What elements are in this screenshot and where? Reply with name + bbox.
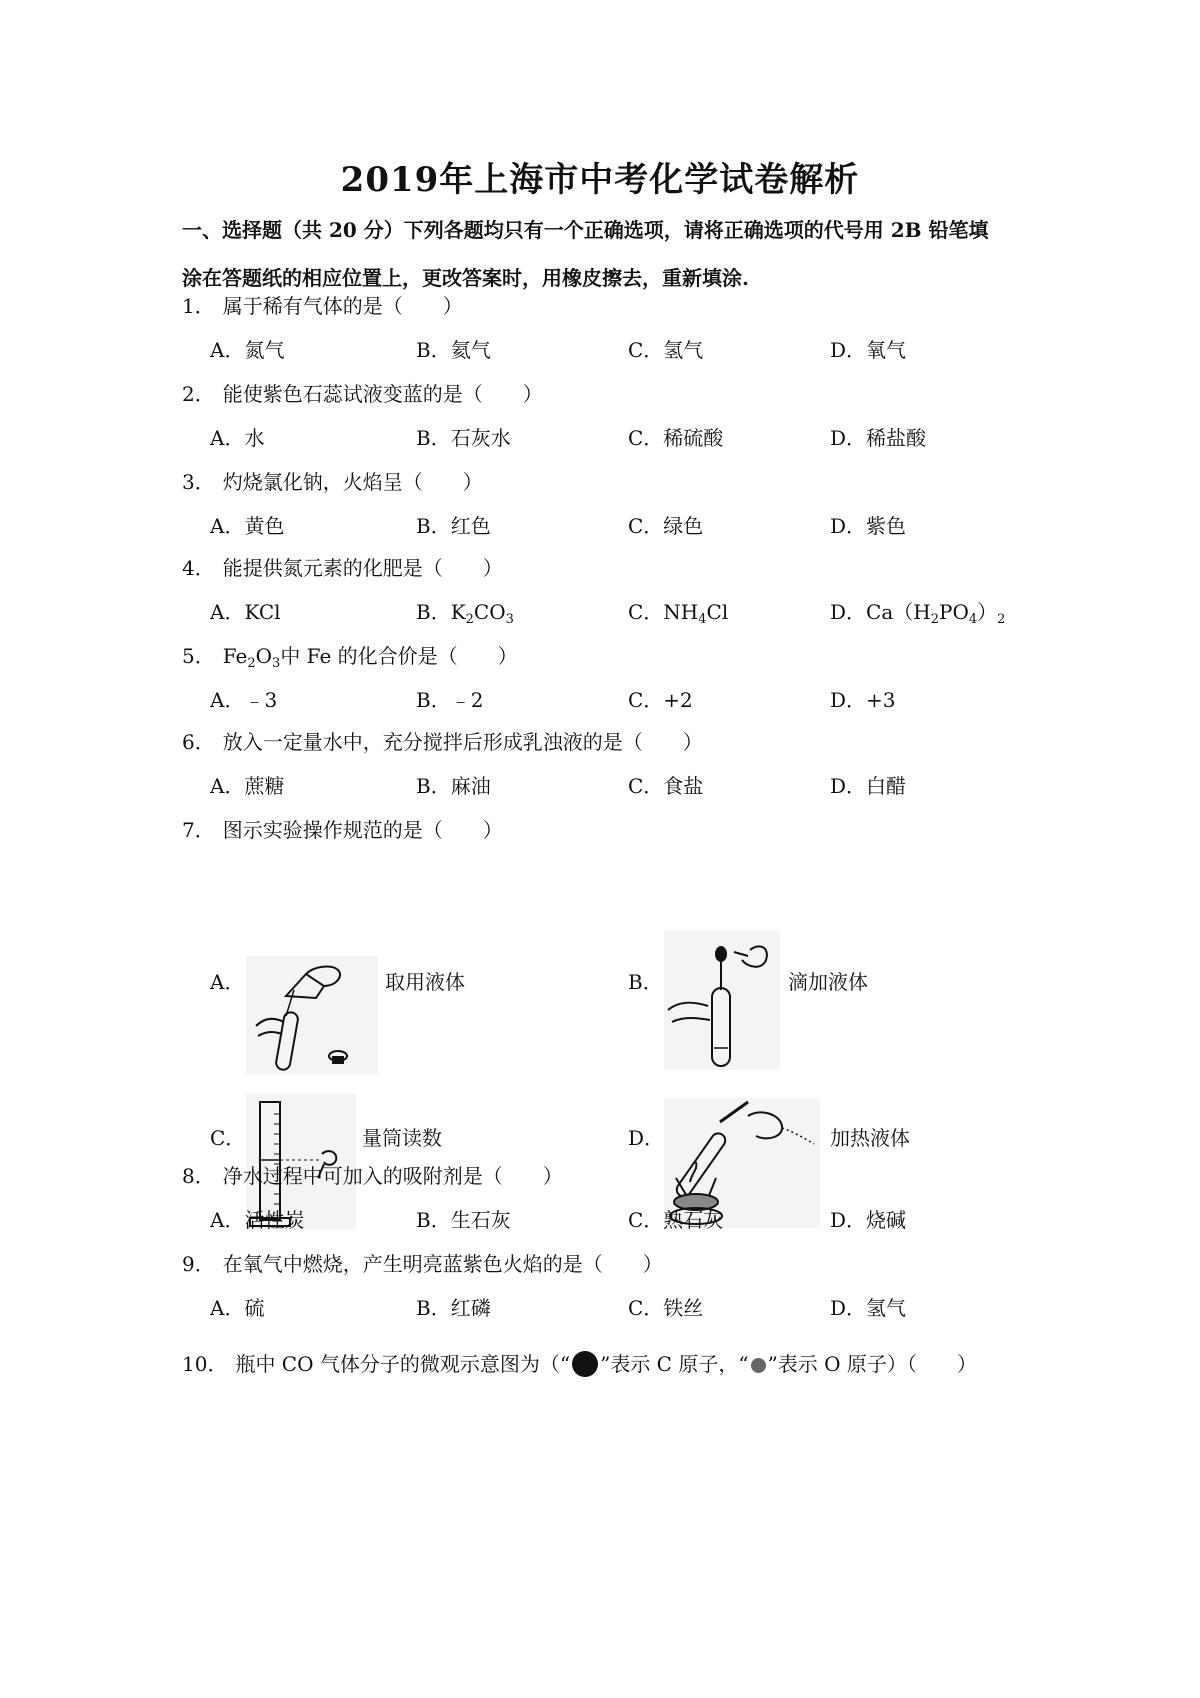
option-d: D．紫色 (830, 514, 907, 538)
question-4 (182, 552, 503, 581)
option-d: D．$Ca(H_2PO_4)_2$ (830, 600, 1006, 627)
oxygen-atom-icon (751, 1358, 766, 1373)
option-a-caption: 取用液体 (385, 970, 465, 994)
option-c: C．食盐 (628, 774, 704, 798)
question-7 (182, 814, 503, 843)
question-formula: $Fe_2O_3$ (222, 644, 281, 671)
option-c-letter: C． (210, 1126, 246, 1150)
option-c: C．稀硫酸 (628, 426, 724, 450)
option-b: B．氦气 (416, 338, 491, 362)
question-10: 10． 瓶中 CO 气体分子的微观示意图为（“ ”表示 C 原子，“ ”表示 O 原子）（ ） (182, 1352, 977, 1376)
question-text: 净水过程中可加入的吸附剂是（ ） (222, 1164, 563, 1188)
option-c-caption: 量筒读数 (362, 1126, 442, 1150)
option-a: A．水 (210, 426, 265, 450)
question-text: 能提供氮元素的化肥是（ ） (222, 556, 503, 580)
option-d: D．氢气 (830, 1296, 907, 1320)
option-d: D．烧碱 (830, 1208, 907, 1232)
option-b: B．红磷 (416, 1296, 491, 1320)
option-c: C．$NH_4Cl$ (628, 600, 729, 627)
option-a: A．KCl (210, 600, 281, 624)
question-number: 6． (182, 730, 215, 754)
option-c: C．+2 (628, 688, 693, 712)
option-c: C．绿色 (628, 514, 704, 538)
question-number: 9． (182, 1252, 215, 1276)
question-number: 3． (182, 470, 215, 494)
page-title: 2019年上海市中考化学试卷解析 (340, 160, 860, 200)
option-b: B．$K_2CO_3$ (416, 600, 514, 627)
option-a-letter: A． (210, 970, 245, 994)
option-b-caption: 滴加液体 (788, 970, 868, 994)
option-d: D．氧气 (830, 338, 907, 362)
question-text: 属于稀有气体的是（ ） (222, 294, 463, 318)
dropper-icon (664, 930, 780, 1070)
question-text: 图示实验操作规范的是（ ） (222, 818, 503, 842)
pouring-liquid-icon (246, 956, 378, 1074)
option-a: A．蔗糖 (210, 774, 285, 798)
option-d-caption: 加热液体 (830, 1126, 910, 1150)
option-b: B．麻油 (416, 774, 491, 798)
option-d: D．稀盐酸 (830, 426, 927, 450)
question-8 (182, 1160, 563, 1189)
option-a: A．﹣3 (210, 688, 278, 712)
option-a: A．黄色 (210, 514, 285, 538)
question-text: 能使紫色石蕊试液变蓝的是（ ） (222, 382, 543, 406)
question-number: 8． (182, 1164, 215, 1188)
question-5 (182, 640, 518, 669)
option-b: B．红色 (416, 514, 491, 538)
question-2 (182, 378, 543, 407)
option-a: A．硫 (210, 1296, 265, 1320)
option-a: A．氮气 (210, 338, 285, 362)
option-c: C．熟石灰 (628, 1208, 724, 1232)
option-b: B．石灰水 (416, 426, 511, 450)
option-c: C．铁丝 (628, 1296, 704, 1320)
question-text: 放入一定量水中，充分搅拌后形成乳浊液的是（ ） (222, 730, 703, 754)
section-instructions-line1: 一、选择题（共 20 分）下列各题均只有一个正确选项，请将正确选项的代号用 2B 铅笔填 (182, 218, 989, 242)
option-b: B．生石灰 (416, 1208, 511, 1232)
question-text: 在氧气中燃烧，产生明亮蓝紫色火焰的是（ ） (222, 1252, 663, 1276)
question-text: 中 Fe 的化合价是（ ） (280, 644, 518, 668)
question-1 (182, 290, 463, 319)
section-instructions-line2: 涂在答题纸的相应位置上，更改答案时，用橡皮擦去，重新填涂. (182, 266, 749, 290)
question-number: 2． (182, 382, 215, 406)
question-3 (182, 466, 483, 495)
question-9 (182, 1248, 663, 1277)
question-number: 7． (182, 818, 215, 842)
option-d: D．白醋 (830, 774, 907, 798)
question-text: 灼烧氯化钠，火焰呈（ ） (222, 470, 483, 494)
question-number: 4． (182, 556, 215, 580)
option-d: D．+3 (830, 688, 896, 712)
option-c: C．氢气 (628, 338, 704, 362)
question-6 (182, 726, 703, 755)
option-d-letter: D． (628, 1126, 665, 1150)
carbon-atom-icon (572, 1351, 598, 1377)
option-a: A．活性炭 (210, 1208, 305, 1232)
question-number: 10． (182, 1352, 228, 1376)
question-number: 5． (182, 644, 215, 668)
option-b: B．﹣2 (416, 688, 484, 712)
question-number: 1． (182, 294, 215, 318)
option-b-letter: B． (628, 970, 663, 994)
